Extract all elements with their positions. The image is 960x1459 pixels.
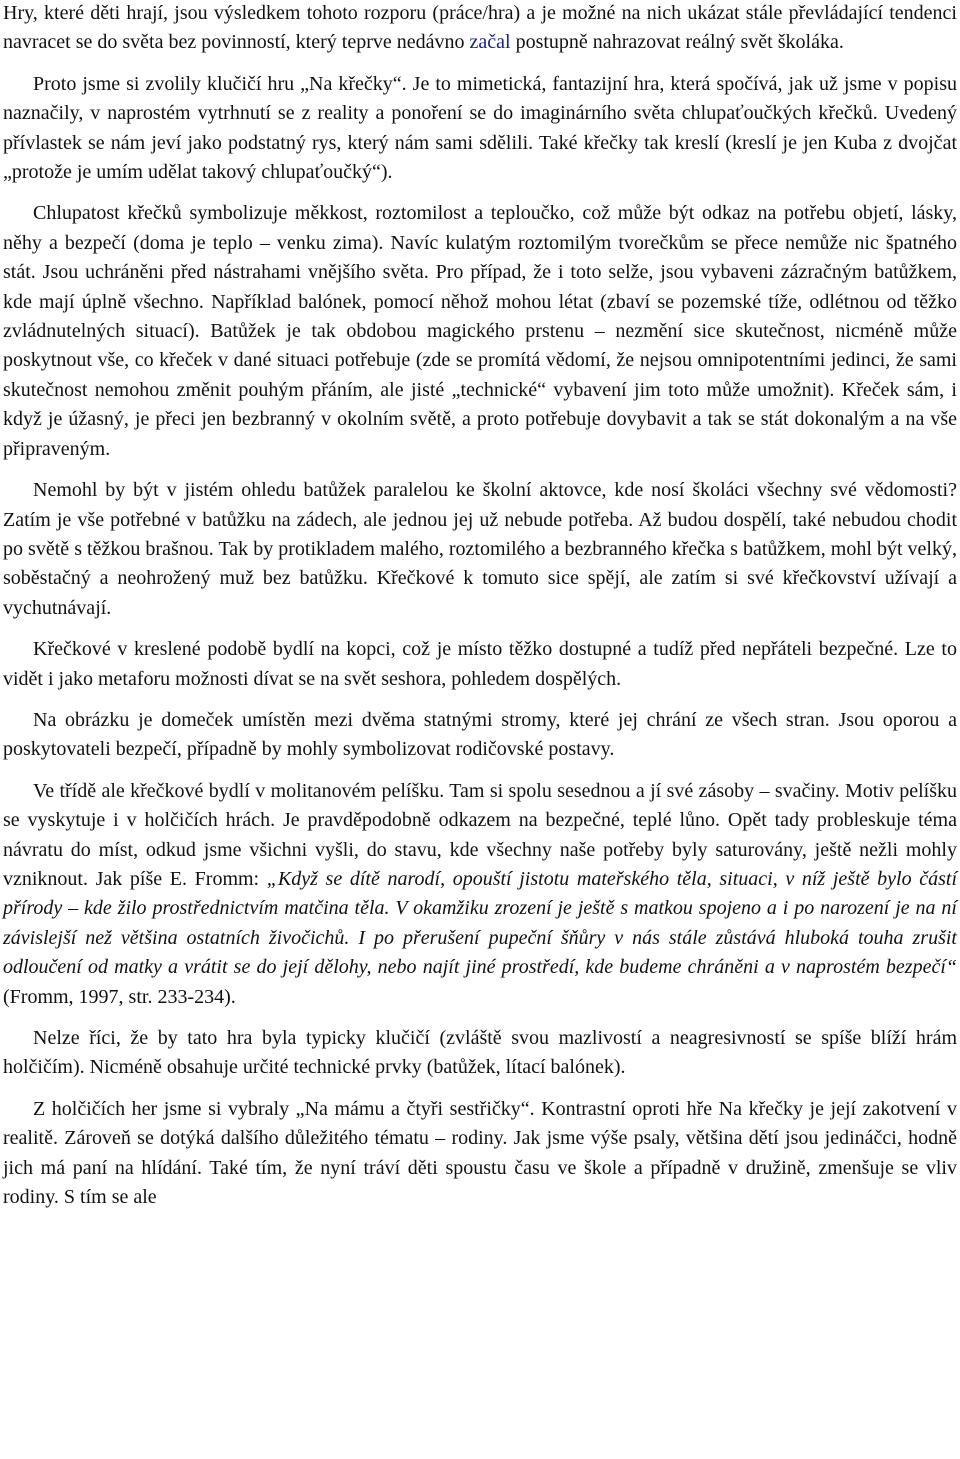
- paragraph-fromm-quote: [3, 777, 957, 1012]
- citation-reference: (Fromm, 1997, str. 233-234).: [3, 985, 236, 1008]
- paragraph-text: postupně nahrazovat reálný svět školáka.: [510, 31, 844, 54]
- fromm-quotation: „Když se dítě narodí, opouští jistotu mateřského těla, situaci, v níž ještě bylo částí přírody – kde žilo prostřednictvím matčina těla. V okamžiku zrození je ještě s matkou spojeno a i po narození je na ní závislejší než většina ostatních živočichů. I po přerušení pupeční šňůry v nás stále zůstává hluboká touha zrušit odloučení od matky a vrátit se do její dělohy, nebo najít jiné prostředí, kde budeme chráněni a v naprostém bezpečí“: [3, 867, 957, 979]
- paragraph-games-conflict: [3, 0, 957, 58]
- paragraph-hamster-game: Proto jsme si zvolily klučičí hru „Na křečky“. Je to mimetická, fantazijní hra, která spočívá, jak už jsme v popisu naznačily, v naprostém vytrhnutí se z reality a ponoření se do imaginárního světa chlupaťoučkých křečků. Uvedený přívlastek se nám jeví jako podstatný rys, který nám sami sdělili. Také křečky tak kreslí (kreslí je jen Kuba z dvojčat „protože je umím udělat takový chlupaťoučký“).: [3, 72, 957, 184]
- paragraph-girls-games: Z holčičích her jsme si vybraly „Na mámu a čtyři sestřičky“. Kontrastní oproti hře Na křečky je její zakotvení v realitě. Zároveň se dotýká dalšího důležitého tématu – rodiny. Jak jsme výše psaly, většina dětí jsou jedináčci, hodně jich má paní na hlídání. Také tím, že nyní tráví děti spoustu času ve škole a případně v družině, zmenšuje se vliv rodiny. S tím se ale: [3, 1097, 957, 1209]
- paragraph-trees: Na obrázku je domeček umístěn mezi dvěma statnými stromy, které jej chrání ze všech stran. Jsou oporou a poskytovateli bezpečí, případně by mohly symbolizovat rodičovské postavy.: [3, 708, 957, 761]
- paragraph-text: Ve třídě ale křečkové bydlí v molitanovém pelíšku. Tam si spolu sesednou a jí své zásoby – svačiny. Motiv pelíšku se vyskytuje i v holčičích hrách. Je pravděpodobně odkazem na bezpečné, teplé lůno. Opět tady probleskuje téma návratu do míst, odkud jsme všichni vyšli, do stavu, kde všechny naše potřeby byly saturovány, ještě nežli mohly vzniknout. Jak píše E. Fromm:: [3, 779, 957, 890]
- highlighted-word: začal: [469, 31, 511, 54]
- paragraph-backpack: Nemohl by být v jistém ohledu batůžek paralelou ke školní aktovce, kde nosí školáci všechny své vědomosti? Zatím je vše potřebné v batůžku na zádech, ale jednou jej už nebude potřeba. Až budou dospělí, také nebudou chodit po světě s těžkou brašnou. Tak by protikladem malého, roztomilého a bezbranného křečka s batůžkem, mohl být velký, soběstačný a neohrožený muž bez batůžku. Křečkové k tomuto sice spějí, ale zatím si své křečkovství užívají a vychutnávají.: [3, 479, 957, 619]
- paragraph-text: Hry, které děti hrají, jsou výsledkem tohoto rozporu (práce/hra) a je možné na nich ukázat stále převládající tendenci navracet se do světa bez povinností, který teprve nedávno: [3, 2, 957, 54]
- paragraph-fluffiness: Chlupatost křečků symbolizuje měkkost, roztomilost a teploučko, což může být odkaz na potřebu objetí, lásky, něhy a bezpečí (doma je teplo – venku zima). Navíc kulatým roztomilým tvorečkům se přece nemůže nic špatného stát. Jsou uchráněni před nástrahami vnějšího světa. Pro případ, že i toto selže, jsou vybaveni zázračným batůžkem, kde mají úplně všechno. Například balónek, pomocí něhož mohou létat (zbaví se pozemské tíže, odlétnou od těžko zvládnutelných situací). Batůžek je tak obdobou magického prstenu – nezmění sice skutečnost, nicméně může poskytnout vše, co křeček v dané situaci potřebuje (zde se promítá vědomí, že nejsou omnipotentními jedinci, že sami skutečnost nemohou změnit pouhým přáním, ale jisté „technické“ vybavení jim toto může umožnit). Křeček sám, i když je úžasný, je přeci jen bezbranný v okolním světě, a proto potřebuje dovybavit a tak se stát dokonalým a na vše připraveným.: [3, 202, 957, 460]
- paragraph-not-typical: Nelze říci, že by tato hra byla typicky klučičí (zvláště svou mazlivostí a neagresivností se spíše blíží hrám holčičím). Nicméně obsahuje určité technické prvky (batůžek, lítací balónek).: [3, 1027, 957, 1079]
- paragraph-hill: Křečkové v kreslené podobě bydlí na kopci, což je místo těžko dostupné a tudíž před nepřáteli bezpečné. Lze to vidět i jako metaforu možnosti dívat se na svět seshora, pohledem dospělých.: [3, 638, 957, 690]
